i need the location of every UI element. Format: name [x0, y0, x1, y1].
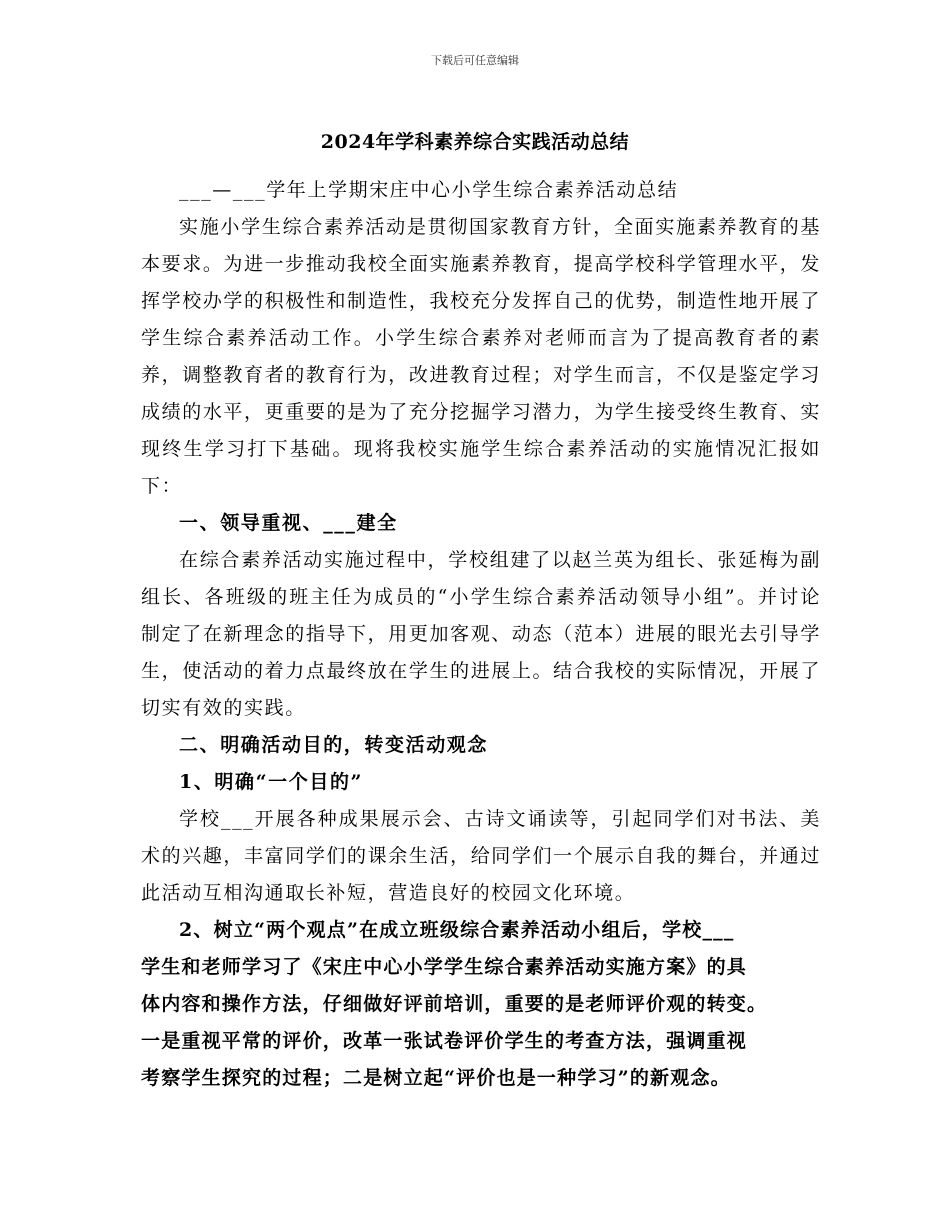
section-2-1-heading: 1、明确“一个目的”: [179, 771, 364, 793]
intro-paragraph: 实施小学生综合素养活动是贯彻国家教育方针，全面实施素养教育的基本要求。为进一步推动我校全面实施素养教育，提高学校科学管理水平，发挥学校办学的积极性和制造性，我校充分发挥自己的优势，制造性地开展了学生综合素养活动工作。小学生综合素养对老师而言为了提高教育者的素养，调整教育者的教育行为，改进教育过程；对学生而言，不仅是鉴定学习成绩的水平，更重要的是为了充分挖掘学习潜力，为学生接受终生教育、实现终生学习打下基础。现将我校实施学生综合素养活动的实施情况汇报如下：: [141, 216, 821, 497]
document-body: [141, 172, 821, 1097]
section-1-heading: 一、领导重视、___建全: [179, 512, 398, 534]
section-2-1-paragraph: 学校___开展各种成果展示会、古诗文诵读等，引起同学们对书法、美术的兴趣，丰富同学们的课余生活，给同学们一个展示自我的舞台，并通过此活动互相沟通取长补短，营造良好的校园文化环境。: [141, 808, 821, 904]
page-header: 下载后可任意编辑: [431, 54, 519, 67]
section-2-2-line: 考察学生探究的过程；二是树立起“评价也是一种学习”的新观念。: [141, 1067, 731, 1089]
section-2-2-line: 体内容和操作方法，仔细做好评前培训，重要的是老师评价观的转变。: [141, 993, 768, 1015]
section-2-2-paragraph: [141, 912, 821, 1097]
section-2-2-line: 学生和老师学习了《宋庄中心小学学生综合素养活动实施方案》的具: [141, 956, 748, 978]
section-2-2-line: 2、树立“两个观点”在成立班级综合素养活动小组后，学校___: [179, 919, 735, 941]
document-title: 2024年学科素养综合实践活动总结: [320, 131, 630, 153]
section-1-paragraph: 在综合素养活动实施过程中，学校组建了以赵兰英为组长、张延梅为副组长、各班级的班主任为成员的“小学生综合素养活动领导小组”。并讨论制定了在新理念的指导下，用更加客观、动态（范本）进展的眼光去引导学生，使活动的着力点最终放在学生的进展上。结合我校的实际情况，开展了切实有效的实践。: [141, 549, 821, 719]
section-2-heading: 二、明确活动目的，转变活动观念: [179, 734, 489, 756]
subtitle-line: ___—___学年上学期宋庄中心小学生综合素养活动总结: [179, 179, 679, 201]
section-2-2-line: 一是重视平常的评价，改革一张试卷评价学生的考查方法，强调重视: [141, 1030, 748, 1052]
